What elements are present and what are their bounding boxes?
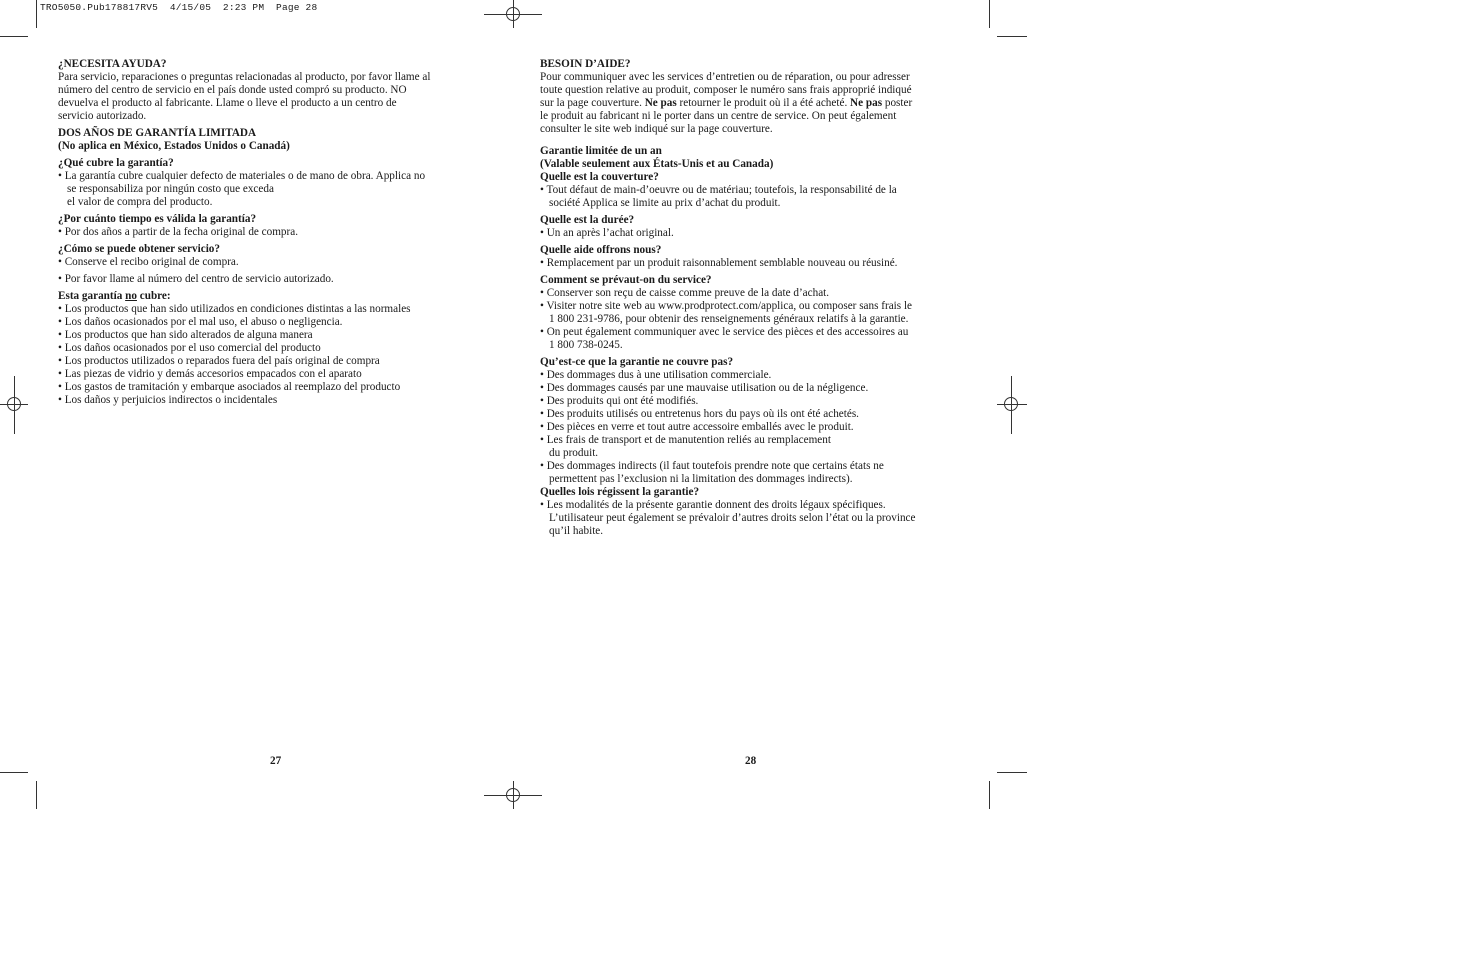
fr-service-answer: • Visiter notre site web au www.prodprotect.com/applica, ou composer sans frais le [540,300,913,312]
fr-aid-question: Quelle aide offrons nous? [540,244,662,256]
fr-duration-question: Quelle est la durée? [540,214,635,226]
es-not-cover-question: Esta garantía no cubre: [58,290,171,302]
fr-laws-question: Quelles lois régissent la garantie? [540,486,700,498]
fr-not-cover-item: • Des dommages dus à une utilisation commerciale. [540,369,772,381]
fr-covers-question: Quelle est la couverture? [540,171,659,183]
es-help-line: servicio autorizado. [58,110,147,122]
fr-service-answer: • Conserver son reçu de caisse comme preuve de la date d’achat. [540,287,830,299]
es-help-line: devuelva el producto al fabricante. Llame o lleve el producto a un centro de [58,97,397,109]
page-number-left: 27 [270,755,282,767]
es-covers-line: el valor de compra del producto. [67,196,213,208]
fr-help-title: BESOIN D’AIDE? [540,58,631,70]
es-service-answer: • Conserve el recibo original de compra. [58,256,239,268]
es-duration-answer: • Por dos años a partir de la fecha original de compra. [58,226,299,238]
fr-not-cover-item: • Des pièces en verre et tout autre accessoire emballés avec le produit. [540,421,854,433]
fr-help-line: le produit au fabricant ni le porter dans un centre de service. On peut également [540,110,897,122]
fr-help-line: sur la page couverture. Ne pas retourner le produit où il a été acheté. Ne pas poster [540,97,913,109]
fr-help-line: Pour communiquer avec les services d’entretien ou de réparation, ou pour adresser [540,71,910,83]
fr-laws-answer: qu’il habite. [549,525,604,537]
es-not-cover-item: • Las piezas de vidrio y demás accesorios empacados con el aparato [58,368,362,380]
fr-duration-answer: • Un an après l’achat original. [540,227,674,239]
reg-mark-right-circle [1004,397,1018,411]
fr-not-cover-item: du produit. [549,447,599,459]
spanish-warranty-column [58,58,498,407]
crop-mark-top-right-v [989,0,990,28]
fr-not-cover-item: • Des produits qui ont été modifiés. [540,395,699,407]
reg-mark-top-circle [506,7,520,21]
fr-help-line: toute question relative au produit, composer le numéro sans frais approprié indiqué [540,84,912,96]
print-slug: TRO5050.Pub178817RV5 4/15/05 2:23 PM Page 28 [40,2,318,13]
fr-not-cover-item: • Des produits utilisés ou entretenus hors du pays où ils ont été achetés. [540,408,859,420]
es-not-cover-item: • Los daños ocasionados por el mal uso, el abuso o negligencia. [58,316,343,328]
es-warranty-subtitle: (No aplica en México, Estados Unidos o Canadá) [58,140,290,152]
es-not-cover-item: • Los daños ocasionados por el uso comercial del producto [58,342,321,354]
crop-mark-top-left-v [36,0,37,28]
fr-service-answer: • On peut également communiquer avec le service des pièces et des accessoires au [540,326,909,338]
crop-mark-bottom-right-h [997,772,1027,773]
es-service-answer: • Por favor llame al número del centro de servicio autorizado. [58,273,334,285]
fr-not-cover-item: permettent pas l’exclusion ni la limitation des dommages indirects). [549,473,853,485]
reg-mark-bottom-circle [506,788,520,802]
es-covers-line: • La garantía cubre cualquier defecto de materiales o de mano de obra. Applica no [58,170,426,182]
fr-service-question: Comment se prévaut-on du service? [540,274,712,286]
es-help-line: Para servicio, reparaciones o preguntas relacionadas al producto, por favor llame al [58,71,431,83]
page-number-right: 28 [745,755,757,767]
es-help-line: número del centro de servicio en el país donde usted compró su producto. NO [58,84,407,96]
fr-service-answer: 1 800 738-0245. [549,339,623,351]
fr-covers-line: société Applica se limite au prix d’achat du produit. [549,197,781,209]
fr-aid-answer: • Remplacement par un produit raisonnablement semblable nouveau ou réusiné. [540,257,898,269]
crop-mark-bottom-right-v [989,781,990,809]
fr-laws-answer: • Les modalités de la présente garantie donnent des droits légaux spécifiques. [540,499,886,511]
es-not-cover-item: • Los productos utilizados o reparados fuera del país original de compra [58,355,380,367]
es-covers-question: ¿Qué cubre la garantía? [58,157,174,169]
crop-mark-bottom-left-v [36,781,37,809]
fr-service-answer: 1 800 231-9786, pour obtenir des renseignements généraux relatifs à la garantie. [549,313,909,325]
es-service-question: ¿Cómo se puede obtener servicio? [58,243,220,255]
es-help-title: ¿NECESITA AYUDA? [58,58,167,70]
fr-covers-line: • Tout défaut de main-d’oeuvre ou de matériau; toutefois, la responsabilité de la [540,184,897,196]
crop-mark-top-left-h [0,36,28,37]
es-duration-question: ¿Por cuánto tiempo es válida la garantía? [58,213,257,225]
es-not-cover-item: • Los productos que han sido alterados de alguna manera [58,329,313,341]
fr-warranty-subtitle: (Valable seulement aux États-Unis et au Canada) [540,158,774,170]
es-warranty-title: DOS AÑOS DE GARANTÍA LIMITADA [58,127,257,139]
crop-mark-top-right-h [997,36,1027,37]
french-warranty-column [540,58,972,538]
es-not-cover-item: • Los daños y perjuicios indirectos o incidentales [58,394,278,406]
fr-not-cover-item: • Les frais de transport et de manutention reliés au remplacement [540,434,831,446]
fr-not-cover-question: Qu’est-ce que la garantie ne couvre pas? [540,356,734,368]
fr-not-cover-item: • Des dommages causés par une mauvaise utilisation ou de la négligence. [540,382,869,394]
reg-mark-left-circle [7,397,21,411]
fr-warranty-title: Garantie limitée de un an [540,145,662,157]
fr-laws-answer: L’utilisateur peut également se prévaloir d’autres droits selon l’état ou la province [549,512,916,524]
crop-mark-bottom-left-h [0,772,28,773]
fr-help-line: consulter le site web indiqué sur la page couverture. [540,123,773,135]
fr-not-cover-item: • Des dommages indirects (il faut toutefois prendre note que certains états ne [540,460,884,472]
es-not-cover-item: • Los gastos de tramitación y embarque asociados al reemplazo del producto [58,381,401,393]
es-covers-line: se responsabiliza por ningún costo que exceda [67,183,274,195]
es-not-cover-item: • Los productos que han sido utilizados en condiciones distintas a las normales [58,303,411,315]
